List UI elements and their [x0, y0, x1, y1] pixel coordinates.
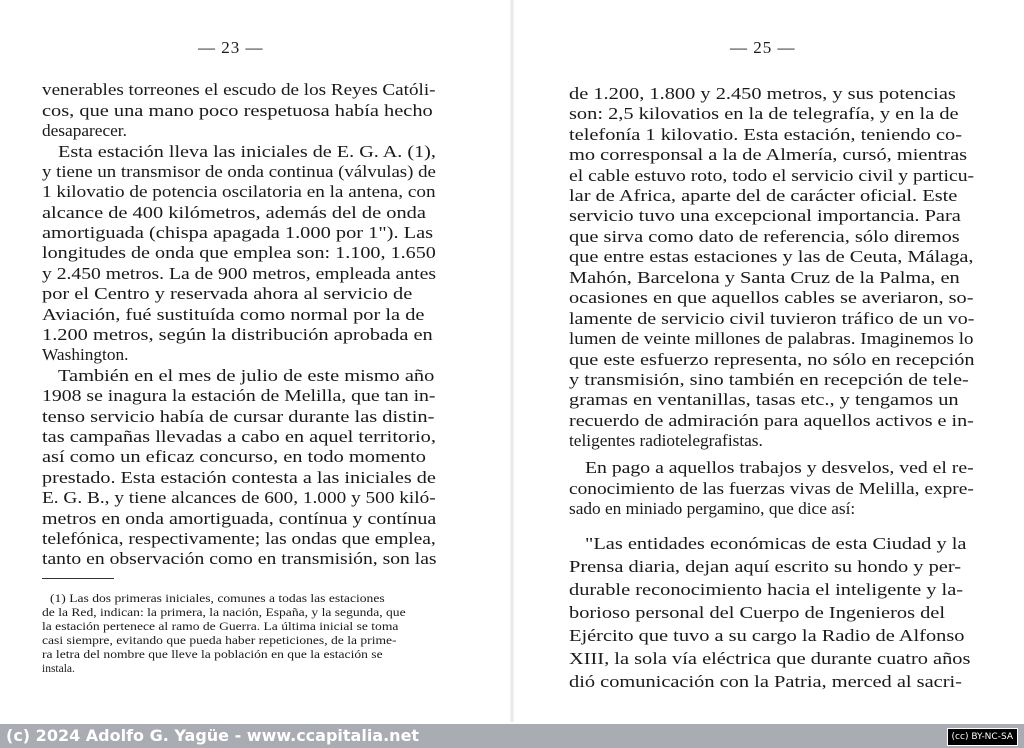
- text-line: lumen de veinte millones de palabras. Imaginemos lo: [569, 329, 974, 348]
- text-line: gramas en ventanillas, tasas etc., y tengamos un: [569, 390, 959, 409]
- text-line: teligentes radiotelegrafistas.: [569, 431, 763, 450]
- text-line: lamente de servicio civil tuvieron tráfico de un vo-: [569, 309, 975, 328]
- footnote-line: casi siempre, evitando que pueda haber repeticiones, de la prime-: [42, 635, 397, 647]
- text-line: de 1.200, 1.800 y 2.450 metros, y sus potencias: [569, 84, 956, 103]
- text-line: mo corresponsal a la de Almería, cursó, mientras: [569, 145, 968, 164]
- text-line: conocimiento de las fuerzas vivas de Melilla, expre-: [569, 479, 974, 498]
- footnote-rule: [42, 578, 114, 579]
- text-line: amortiguada (chispa apagada 1.000 por 1"). Las: [42, 223, 434, 242]
- right-page: [512, 0, 1024, 722]
- text-line: En pago a aquellos trabajos y desvelos, ved el re-: [585, 458, 974, 477]
- footnote-line: (1) Las dos primeras iniciales, comunes a todas las estaciones: [50, 593, 385, 605]
- footnote-line: ra letra del nombre que lleve la población en que la estación se: [42, 649, 383, 661]
- text-line: Ejército que tuvo a su cargo la Radio de Alfonso: [569, 626, 965, 645]
- text-line: XIII, la sola vía eléctrica que durante cuatro años: [569, 649, 971, 668]
- text-line: que este esfuerzo representa, no sólo en recepción: [569, 350, 975, 369]
- page-number: — 25 —: [730, 38, 796, 57]
- text-line: durable reconocimiento hacia el inteligente y la-: [569, 580, 964, 599]
- text-line: prestado. Esta estación contesta a las iniciales de: [42, 468, 436, 487]
- text-line: longitudes de onda que emplea son: 1.100, 1.650: [42, 243, 436, 262]
- text-line: el cable estuvo roto, todo el servicio civil y particu-: [569, 166, 975, 185]
- text-line: venerables torreones el escudo de los Reyes Católi-: [42, 80, 436, 99]
- text-line: Mahón, Barcelona y Santa Cruz de la Palma, en: [569, 268, 960, 287]
- text-line: metros en onda amortiguada, contínua y contínua: [42, 509, 437, 528]
- text-line: desaparecer.: [42, 121, 127, 140]
- text-line: telefonía 1 kilovatio. Esta estación, teniendo co-: [569, 125, 962, 144]
- text-line: y transmisión, sino también en recepción de tele-: [569, 370, 969, 389]
- text-line: "Las entidades económicas de esta Ciudad y la: [585, 534, 967, 553]
- text-line: y 2.450 metros. La de 900 metros, empleada antes: [42, 264, 436, 283]
- text-line: Prensa diaria, dejan aquí escrito su hondo y per-: [569, 557, 962, 576]
- footnote-line: la estación pertenece al ramo de Guerra. La última inicial se toma: [42, 621, 399, 633]
- text-line: tas campañas llevadas a cabo en aquel territorio,: [42, 427, 436, 446]
- footnote-line: instala.: [42, 663, 75, 675]
- text-line: Washington.: [42, 345, 129, 364]
- cc-license-badge: (cc) BY-NC-SA: [947, 728, 1018, 746]
- text-line: También en el mes de julio de este mismo año: [58, 366, 435, 385]
- text-line: que sirva como dato de referencia, sólo diremos: [569, 227, 960, 246]
- text-line: así como un eficaz concurso, en todo momento: [42, 447, 426, 466]
- text-line: que entre estas estaciones y las de Ceuta, Málaga,: [569, 247, 974, 266]
- text-line: ocasiones en que aquellos cables se averiaron, so-: [569, 288, 974, 307]
- copyright-credit: (c) 2024 Adolfo G. Yagüe - www.ccapitalia.net: [6, 726, 420, 745]
- text-line: son: 2,5 kilovatios en la de telegrafía, y en la de: [569, 104, 959, 123]
- text-line: dió comunicación con la Patria, merced al sacri-: [569, 672, 962, 691]
- text-line: telefónica, respectivamente; las ondas que emplea,: [42, 529, 436, 548]
- text-line: Esta estación lleva las iniciales de E. G. A. (1),: [58, 142, 436, 161]
- text-line: servicio tuvo una excepcional importancia. Para: [569, 206, 961, 225]
- text-line: y tiene un transmisor de onda continua (válvulas) de: [42, 162, 436, 181]
- text-line: alcance de 400 kilómetros, además del de onda: [42, 203, 426, 222]
- text-line: por el Centro y reservada ahora al servicio de: [42, 284, 413, 303]
- page-number: — 23 —: [198, 38, 264, 57]
- text-line: sado en miniado pergamino, que dice así:: [569, 499, 856, 518]
- text-line: tanto en observación como en transmisión, son las: [42, 549, 437, 568]
- text-line: E. G. B., y tiene alcances de 600, 1.000 y 500 kiló-: [42, 488, 436, 507]
- text-line: 1.200 metros, según la distribución aprobada en: [42, 325, 433, 344]
- text-line: cos, que una mano poco respetuosa había hecho: [42, 101, 433, 120]
- text-line: 1908 se inagura la estación de Melilla, que tan in-: [42, 386, 436, 405]
- left-page: [0, 0, 512, 722]
- text-line: borioso personal del Cuerpo de Ingenieros del: [569, 603, 946, 622]
- text-line: tenso servicio había de cursar durante las distin-: [42, 407, 435, 426]
- text-line: 1 kilovatio de potencia oscilatoria en la antena, con: [42, 182, 436, 201]
- footnote-line: de la Red, indican: la primera, la nación, España, y la segunda, que: [42, 607, 406, 619]
- text-line: lar de Africa, aparte del de carácter oficial. Este: [569, 186, 958, 205]
- watermark-bar: [0, 724, 1024, 748]
- text-line: recuerdo de admiración para aquellos activos e in-: [569, 411, 974, 430]
- text-line: Aviación, fué sustituída como normal por la de: [42, 305, 425, 324]
